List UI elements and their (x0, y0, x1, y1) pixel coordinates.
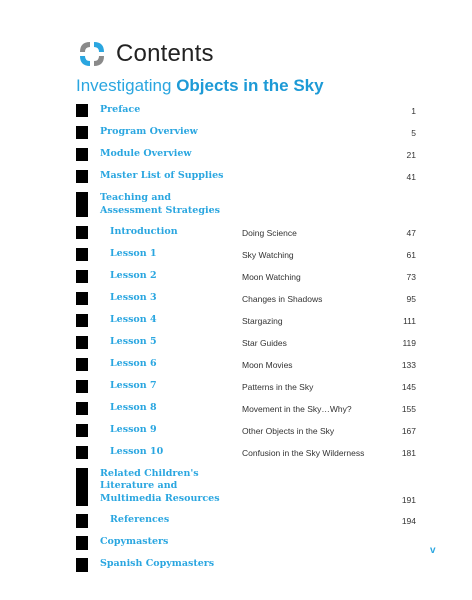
toc-bar-marker (76, 358, 88, 371)
toc-entry-label[interactable]: Module Overview (100, 148, 192, 159)
toc-entry-label[interactable]: Program Overview (100, 126, 198, 137)
toc-entry-page: 73 (406, 271, 416, 282)
toc-entry-label[interactable]: Introduction (110, 225, 178, 237)
toc-row[interactable] (76, 468, 416, 506)
toc-entry-label[interactable]: Lesson 7 (110, 379, 157, 391)
toc-entry-label[interactable]: Related Children's Literature and Multimedia Resources (100, 467, 220, 504)
contents-logo-icon (76, 38, 108, 70)
toc-bar-marker (76, 104, 88, 117)
toc-entry-page: 155 (401, 403, 416, 414)
toc-bar-marker (76, 380, 88, 393)
toc-row[interactable] (76, 270, 416, 283)
toc-entry-page: 41 (406, 172, 416, 182)
toc-entry-label[interactable]: Lesson 4 (110, 313, 157, 325)
toc-bar-marker (76, 148, 88, 161)
toc-row[interactable] (76, 226, 416, 239)
toc-entry-page: 181 (401, 447, 416, 458)
toc-row[interactable] (76, 402, 416, 415)
toc-entry-description: Confusion in the Sky Wilderness (242, 447, 365, 458)
header (76, 34, 214, 74)
toc-entry-page: 194 (401, 516, 416, 527)
toc-entry-label[interactable]: References (110, 514, 170, 526)
toc-bar-marker (76, 292, 88, 305)
toc-entry-description: Other Objects in the Sky (242, 425, 335, 436)
toc-row[interactable] (76, 536, 416, 549)
toc-entry-description: Moon Watching (242, 271, 301, 282)
toc-bar-marker (76, 424, 88, 437)
toc-entry-page: 21 (406, 150, 416, 160)
toc-row[interactable] (76, 358, 416, 371)
toc-entry-page: 191 (401, 494, 416, 505)
toc-row[interactable] (76, 248, 416, 261)
toc-entry-description: Doing Science (242, 227, 297, 238)
toc-bar-marker (76, 402, 88, 415)
toc-bar-marker (76, 248, 88, 261)
toc-entry-page: 61 (406, 249, 416, 260)
toc-entry-description: Moon Movies (242, 359, 293, 370)
toc-entry-label[interactable]: Lesson 1 (110, 247, 157, 259)
toc-bar-marker (76, 270, 88, 283)
toc-bar-marker (76, 514, 88, 527)
toc-entry-page: 167 (401, 425, 416, 436)
toc-row[interactable] (76, 314, 416, 327)
toc-entry-label[interactable]: Lesson 2 (110, 269, 157, 281)
toc-entry-description: Sky Watching (242, 249, 294, 260)
toc-bar-marker (76, 468, 88, 506)
toc-row[interactable] (76, 336, 416, 349)
toc-entry-label[interactable]: Master List of Supplies (100, 170, 224, 181)
toc-entry-description: Patterns in the Sky (242, 381, 314, 392)
toc-entry-label[interactable]: Preface (100, 104, 141, 115)
page-title: Contents (116, 40, 214, 67)
toc-entry-label[interactable]: Copymasters (100, 536, 169, 548)
toc-entry-page: 133 (401, 359, 416, 370)
toc-entry-label[interactable]: Teaching and Assessment Strategies (100, 192, 220, 216)
toc-entry-page: 95 (406, 293, 416, 304)
toc-row[interactable] (76, 148, 416, 161)
page-subtitle (76, 76, 324, 96)
toc-entry-label[interactable]: Spanish Copymasters (100, 558, 215, 570)
toc-entry-label[interactable]: Lesson 9 (110, 423, 157, 435)
toc-row[interactable] (76, 170, 416, 183)
subtitle-bold: Objects in the Sky (176, 76, 324, 95)
toc-bar-marker (76, 170, 88, 183)
toc-entry-description: Stargazing (242, 315, 283, 326)
toc-bar-marker (76, 226, 88, 239)
toc-bar-marker (76, 314, 88, 327)
toc-entry-page: 145 (401, 381, 416, 392)
toc-row[interactable] (76, 514, 416, 527)
toc-row[interactable] (76, 292, 416, 305)
toc-row[interactable] (76, 104, 416, 117)
toc-entry-description: Movement in the Sky…Why? (242, 403, 352, 414)
toc-row[interactable] (76, 446, 416, 459)
toc-entry-label[interactable]: Lesson 6 (110, 357, 157, 369)
toc-row[interactable] (76, 380, 416, 393)
toc-entry-description: Changes in Shadows (242, 293, 323, 304)
toc-bar-marker (76, 126, 88, 139)
toc-bar-marker (76, 536, 88, 549)
toc-entry-page: 111 (403, 315, 416, 326)
toc-entry-page: 1 (411, 106, 416, 116)
toc-bar-marker (76, 192, 88, 217)
subtitle-light: Investigating (76, 76, 177, 95)
toc-bar-marker (76, 446, 88, 459)
page-number: v (430, 545, 436, 556)
toc-bar-marker (76, 558, 88, 571)
toc-entry-page: 5 (411, 128, 416, 138)
toc-row[interactable] (76, 126, 416, 139)
toc-entry-page: 119 (402, 337, 416, 348)
toc-entry-label[interactable]: Lesson 5 (110, 335, 157, 347)
toc-entry-label[interactable]: Lesson 8 (110, 401, 157, 413)
toc-row[interactable] (76, 558, 416, 571)
toc-entry-label[interactable]: Lesson 10 (110, 445, 164, 457)
toc-entry-label[interactable]: Lesson 3 (110, 291, 157, 303)
toc-entry-description: Star Guides (242, 337, 287, 348)
toc-row[interactable] (76, 192, 416, 217)
toc-bar-marker (76, 336, 88, 349)
toc-row[interactable] (76, 424, 416, 437)
toc-entry-page: 47 (406, 227, 416, 238)
